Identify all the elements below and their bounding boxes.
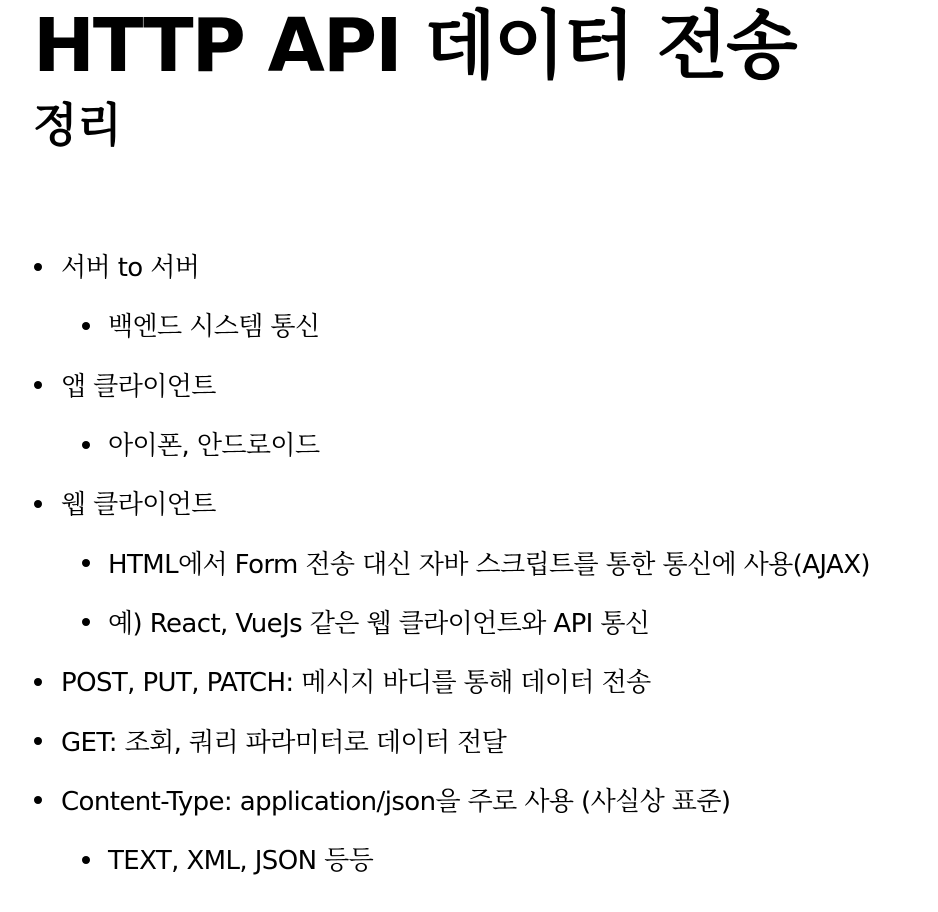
list-item-text: TEXT, XML, JSON 등등 [108,846,374,877]
list-item [0,532,938,591]
list-item [0,473,938,532]
list-item-text: 예) React, VueJs 같은 웹 클라이언트와 API 통신 [108,608,650,639]
list-item-text: 웹 클라이언트 [61,490,216,521]
list-item-text: HTML에서 Form 전송 대신 자바 스크립트를 통한 통신에 사용(AJAX) [108,549,870,580]
list-item [0,414,938,473]
list-item-text: 백엔드 시스템 통신 [108,312,320,343]
list-item [0,651,938,710]
bullet-dot-icon [82,856,90,864]
list-item [0,295,938,354]
list-item-text: 서버 to 서버 [61,253,200,284]
list-item [0,829,938,888]
bullet-dot-icon [34,678,42,686]
page-subtitle: 정리 [33,98,122,152]
bullet-list [0,236,938,888]
bullet-dot-icon [34,796,42,804]
list-item-text: GET: 조회, 쿼리 파라미터로 데이터 전달 [61,727,507,758]
bullet-dot-icon [82,618,90,626]
bullet-dot-icon [82,322,90,330]
bullet-dot-icon [34,263,42,271]
list-item-text: POST, PUT, PATCH: 메시지 바디를 통해 데이터 전송 [61,668,651,699]
list-item [0,770,938,829]
bullet-dot-icon [34,500,42,508]
page-title: HTTP API 데이터 전송 [33,3,796,89]
bullet-dot-icon [34,737,42,745]
list-item-text: 아이폰, 안드로이드 [108,431,320,462]
list-item-text: 앱 클라이언트 [61,371,216,402]
bullet-dot-icon [82,559,90,567]
bullet-dot-icon [82,441,90,449]
list-item-text: Content-Type: application/json을 주로 사용 (사실상 표준) [61,786,731,817]
bullet-dot-icon [34,381,42,389]
list-item [0,355,938,414]
list-item [0,710,938,769]
list-item [0,236,938,295]
list-item [0,592,938,651]
